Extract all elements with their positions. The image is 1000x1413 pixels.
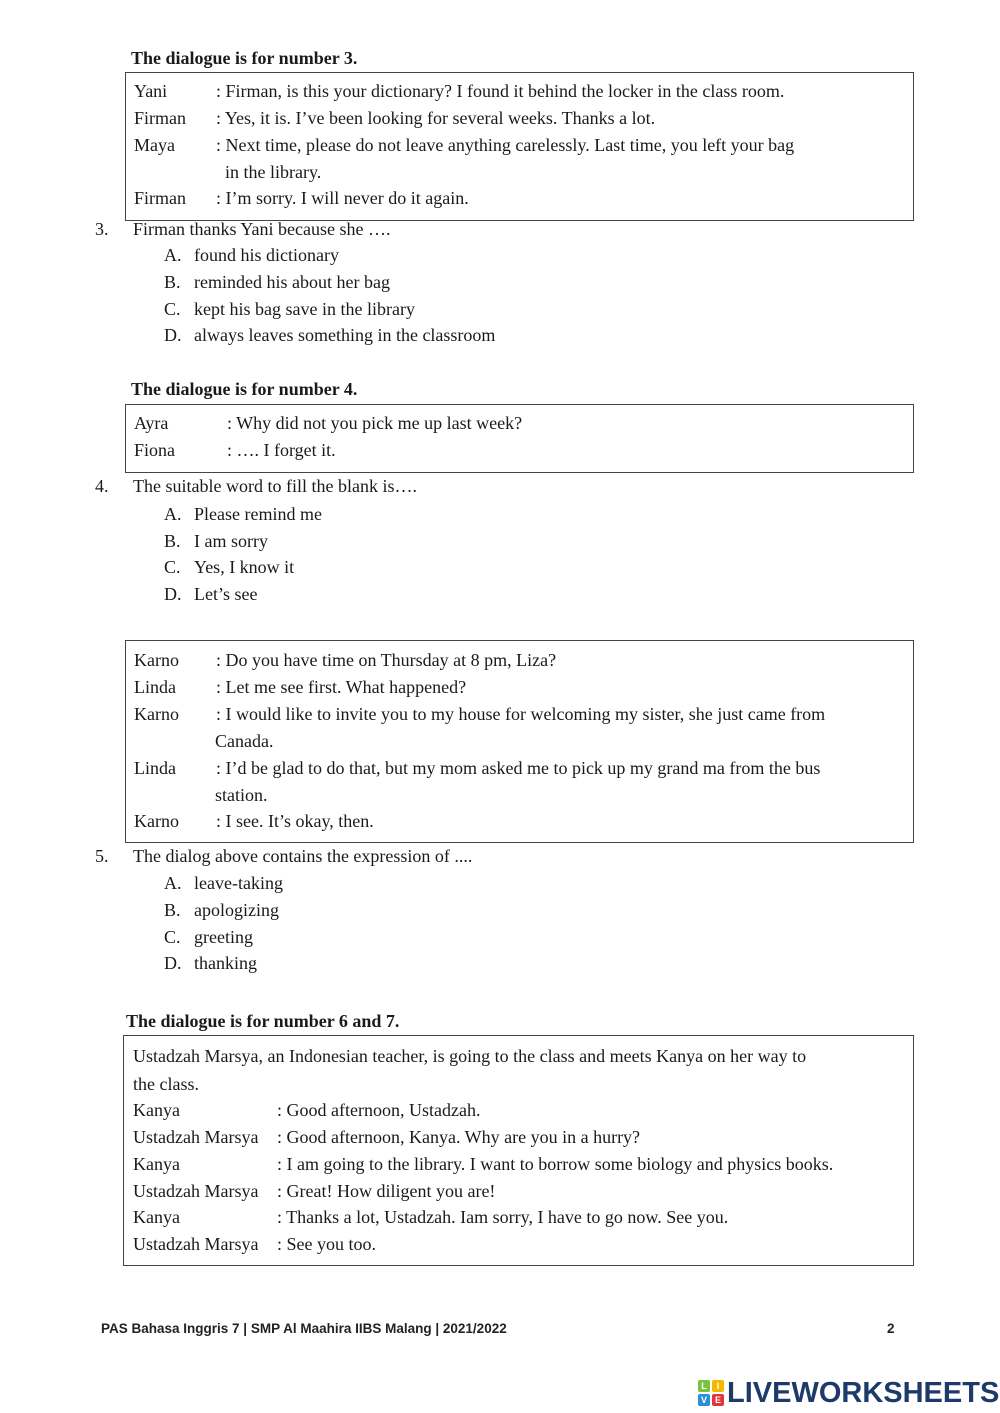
speaker: Karno bbox=[134, 704, 179, 724]
speaker: Karno bbox=[134, 811, 179, 831]
speaker: Firman bbox=[134, 108, 186, 128]
option-c[interactable]: C. greeting bbox=[164, 927, 253, 947]
option-c[interactable]: C. kept his bag save in the library bbox=[164, 299, 415, 319]
intro-line: Ustadzah Marsya, an Indonesian teacher, is going to the class and meets Kanya on her way to bbox=[133, 1046, 807, 1066]
logo-text: LIVEWORKSHEETS bbox=[727, 1377, 1000, 1409]
option-a[interactable]: A. found his dictionary bbox=[164, 245, 339, 265]
dialogue-continuation: Canada. bbox=[215, 731, 274, 751]
speaker: Yani bbox=[134, 81, 168, 101]
dialogue-box-q5: Karno : Do you have time on Thursday at 8 pm, Liza? Linda : Let me see first. What happened? Karno : I would like to invite you to my house for welcoming my sister, she just came from Canada. Linda : I’d be glad to do that, but my mom asked me to pick up my grand ma from the bus station. Karno : I see. It’s okay, then. bbox=[125, 640, 914, 843]
page-number: 2 bbox=[887, 1321, 895, 1336]
speaker: Kanya bbox=[133, 1100, 180, 1120]
dialogue-box-q4: Ayra : Why did not you pick me up last week? Fiona : …. I forget it. bbox=[125, 404, 914, 473]
option-b[interactable]: B. reminded his about her bag bbox=[164, 272, 390, 292]
dialogue-box-q3: Yani : Firman, is this your dictionary? I found it behind the locker in the class room. Firman : Yes, it is. I’ve been looking for several weeks. Thanks a lot. Maya : Next time, please do not leave anything carelessly. Last time, you left your bag in the library. Firman : I’m sorry. I will never do it again. bbox=[125, 72, 914, 221]
option-d[interactable]: D. always leaves something in the classroom bbox=[164, 325, 496, 345]
speaker: Ayra bbox=[134, 413, 169, 433]
section-title-q6-7: The dialogue is for number 6 and 7. bbox=[126, 1011, 400, 1031]
intro-line: the class. bbox=[133, 1074, 199, 1094]
question-text: The suitable word to fill the blank is…. bbox=[133, 476, 417, 496]
dialogue-box-q6-7: Ustadzah Marsya, an Indonesian teacher, is going to the class and meets Kanya on her way to the class. Kanya : Good afternoon, Ustadzah. Ustadzah Marsya : Good afternoon, Kanya. Why are you in a hurry? Kanya : I am going to the library. I want to borrow some biology and physics books. Ustadzah Marsya : Great! How diligent you are! Kanya : Thanks a lot, Ustadzah. Iam sorry, I have to go now. See you. Ustadzah Marsya : See you too. bbox=[123, 1035, 914, 1266]
section-title-q3: The dialogue is for number 3. bbox=[131, 48, 358, 68]
option-d[interactable]: D. thanking bbox=[164, 953, 257, 973]
speaker: Kanya bbox=[133, 1207, 180, 1227]
speaker: Karno bbox=[134, 650, 179, 670]
option-d[interactable]: D. Let’s see bbox=[164, 584, 258, 604]
option-a[interactable]: A. leave-taking bbox=[164, 873, 283, 893]
speaker: Linda bbox=[134, 677, 176, 697]
option-a[interactable]: A. Please remind me bbox=[164, 504, 322, 524]
question-number: 3. bbox=[95, 219, 109, 239]
option-c[interactable]: C. Yes, I know it bbox=[164, 557, 295, 577]
logo-tiles-icon: L I V E bbox=[698, 1380, 724, 1406]
speaker: Ustadzah Marsya bbox=[133, 1181, 259, 1201]
liveworksheets-logo[interactable] bbox=[698, 1378, 999, 1408]
speaker: Kanya bbox=[133, 1154, 180, 1174]
question-number: 5. bbox=[95, 846, 109, 866]
footer-text: PAS Bahasa Inggris 7 | SMP Al Maahira IIBS Malang | 2021/2022 bbox=[101, 1321, 507, 1336]
dialogue-continuation: station. bbox=[215, 785, 268, 805]
option-b[interactable]: B. apologizing bbox=[164, 900, 279, 920]
speaker: Ustadzah Marsya bbox=[133, 1234, 259, 1254]
speaker: Ustadzah Marsya bbox=[133, 1127, 259, 1147]
speaker: Linda bbox=[134, 758, 176, 778]
speaker: Firman bbox=[134, 188, 186, 208]
option-b[interactable]: B. I am sorry bbox=[164, 531, 268, 551]
speaker: Fiona bbox=[134, 440, 176, 460]
dialogue-continuation: in the library. bbox=[225, 162, 322, 182]
question-number: 4. bbox=[95, 476, 109, 496]
section-title-q4: The dialogue is for number 4. bbox=[131, 379, 358, 399]
question-text: Firman thanks Yani because she …. bbox=[133, 219, 391, 239]
question-text: The dialog above contains the expression of .... bbox=[133, 846, 473, 866]
speaker: Maya bbox=[134, 135, 175, 155]
